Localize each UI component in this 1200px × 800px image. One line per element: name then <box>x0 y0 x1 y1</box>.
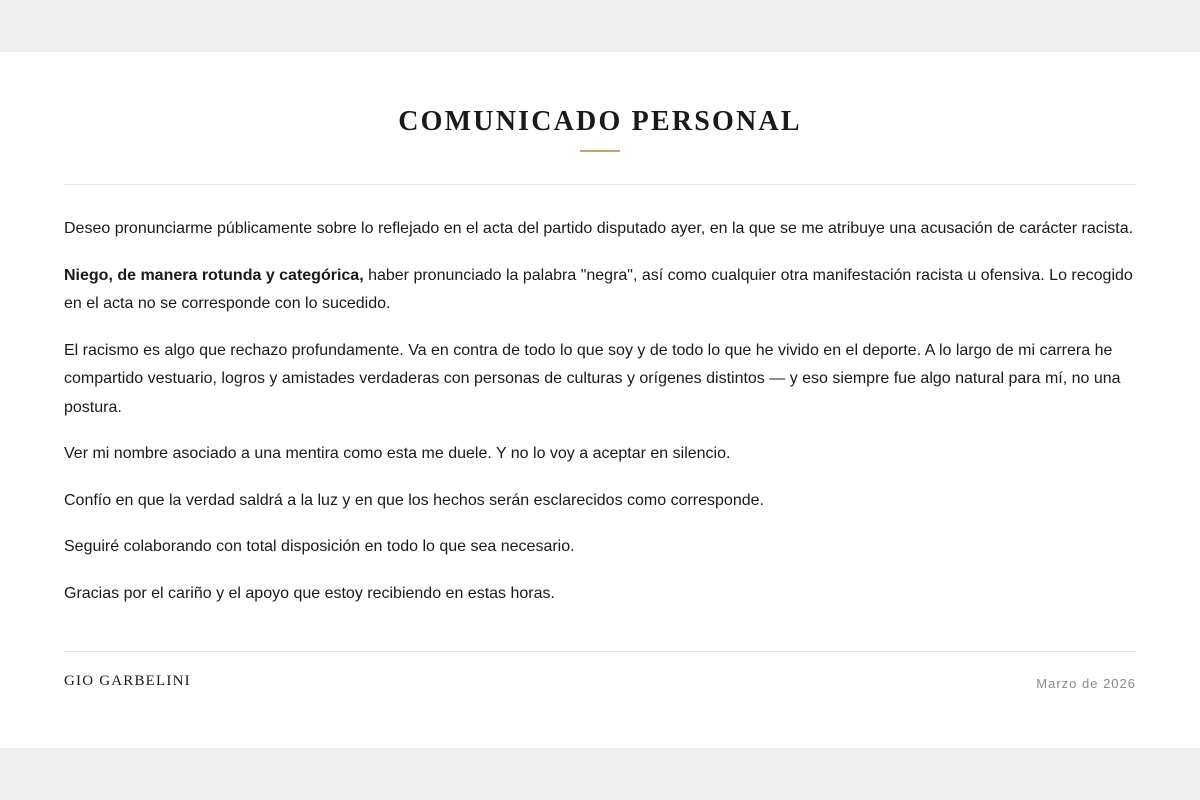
statement-date: Marzo de 2026 <box>1036 676 1136 691</box>
paragraph-3 <box>64 337 1136 423</box>
paragraph-7 <box>64 580 1136 609</box>
paragraph-text: Deseo pronunciarme públicamente sobre lo reflejado en el acta del partido disputado ayer, en la que se me atribuye una acusación de carácter racista. <box>64 220 1134 237</box>
paragraph-emphasis: Niego, de manera rotunda y categórica, <box>64 266 364 284</box>
paragraph-text: El racismo es algo que rechazo profundamente. Va en contra de todo lo que soy y de todo lo que he vivido en el deporte. A lo largo de mi carrera he compartido vestuario, logros y amistades verdaderas con personas de culturas y orígenes distintos — y eso siempre fue algo natural para mí, no una postura. <box>64 341 1121 416</box>
paragraph-6 <box>64 533 1136 562</box>
paragraph-1 <box>64 215 1136 244</box>
paragraph-4 <box>64 440 1136 469</box>
paragraph-2 <box>64 262 1136 319</box>
paragraph-text: Confío en que la verdad saldrá a la luz y en que los hechos serán esclarecidos como corresponde. <box>64 491 764 509</box>
paragraph-text: haber pronunciado la palabra "negra", así como cualquier otra manifestación racista u ofensiva. Lo recogido en el acta no se corresponde con lo sucedido. <box>64 266 1133 312</box>
paragraph-5 <box>64 487 1136 516</box>
header-divider <box>64 184 1136 185</box>
statement-body <box>64 215 1136 626</box>
signature: GIO GARBELINI <box>64 673 191 689</box>
paragraph-text: Gracias por el cariño y el apoyo que estoy recibiendo en estas horas. <box>64 584 555 602</box>
footer-divider <box>64 651 1136 652</box>
title-accent-line <box>580 150 620 152</box>
paragraph-text: Seguiré colaborando con total disposición en todo lo que sea necesario. <box>64 538 575 555</box>
paragraph-text: Ver mi nombre asociado a una mentira como esta me duele. Y no lo voy a aceptar en silencio. <box>64 445 731 462</box>
statement-title: COMUNICADO PERSONAL <box>398 106 802 137</box>
